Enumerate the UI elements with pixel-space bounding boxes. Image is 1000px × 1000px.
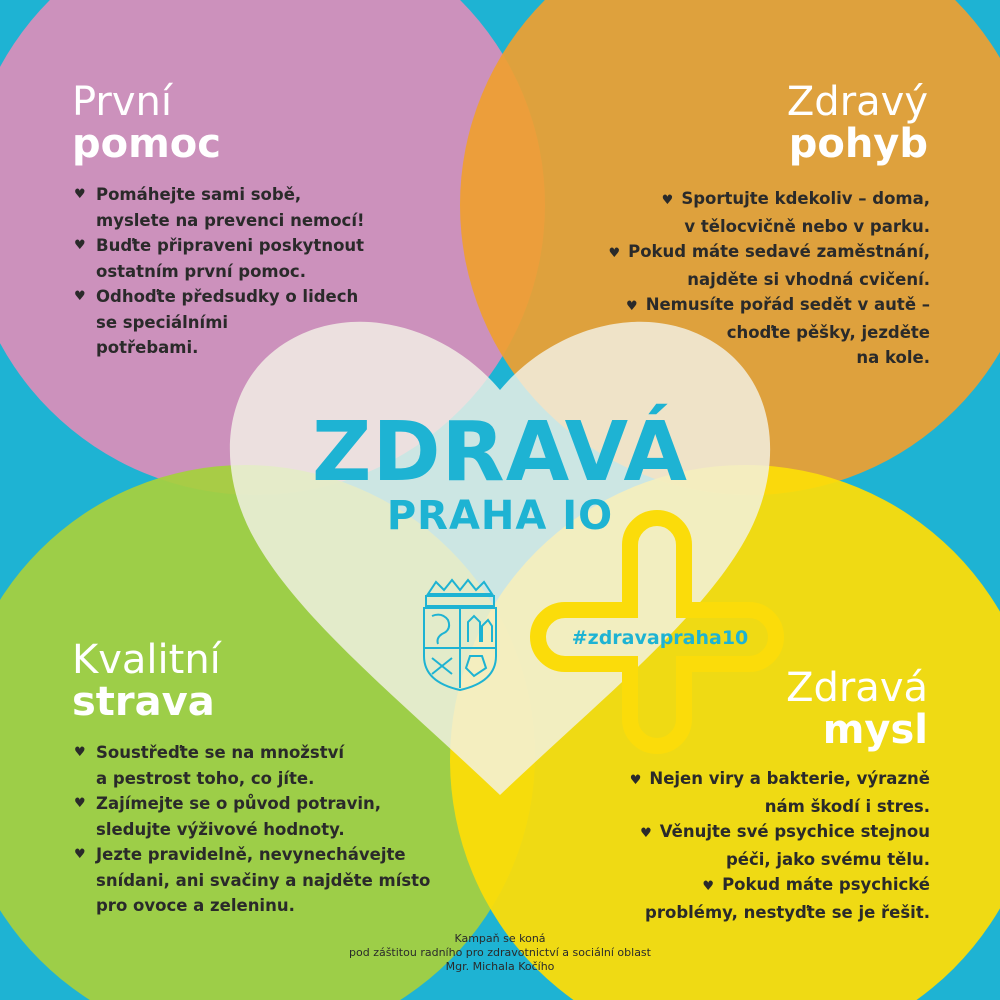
list-item: ♥ Zajímejte se o původ potravin, bbox=[74, 791, 454, 817]
heart-icon: ♥ bbox=[608, 246, 621, 261]
list-item: ostatním první pomoc. bbox=[96, 261, 306, 281]
title-prvni-pomoc bbox=[72, 79, 221, 167]
bullets-prvni-pomoc bbox=[74, 182, 414, 361]
footer-patronage bbox=[250, 932, 750, 974]
title-light: Zdravý bbox=[786, 79, 928, 125]
footer-line: Kampaň se koná bbox=[454, 932, 546, 945]
list-item: ♥ Pokud máte sedavé zaměstnání, bbox=[608, 242, 930, 261]
title-praha10: PRAHA IO bbox=[386, 493, 614, 539]
list-item: snídani, ani svačiny a najděte místo bbox=[96, 870, 431, 890]
heart-icon: ♥ bbox=[629, 773, 642, 788]
list-item: ♥ Soustřeďte se na množství bbox=[74, 740, 454, 766]
list-item: a pestrost toho, co jíte. bbox=[96, 768, 315, 788]
list-item: pro ovoce a zeleninu. bbox=[96, 896, 295, 915]
list-item: problémy, nestyďte se je řešit. bbox=[645, 902, 930, 922]
title-bold: mysl bbox=[822, 706, 928, 753]
list-item: ♥ Pokud máte psychické bbox=[702, 875, 930, 894]
list-item: se speciálními bbox=[96, 312, 229, 332]
heart-icon: ♥ bbox=[702, 879, 715, 894]
list-item: ♥ Nemusíte pořád sedět v autě – bbox=[626, 295, 930, 314]
heart-icon: ♥ bbox=[74, 187, 86, 202]
campaign-title bbox=[300, 405, 700, 539]
list-item: potřebami. bbox=[96, 338, 199, 357]
title-light: Kvalitní bbox=[72, 637, 221, 683]
list-item: ♥ Věnujte své psychice stejnou bbox=[640, 822, 930, 841]
heart-icon: ♥ bbox=[74, 847, 86, 862]
list-item: v tělocvičně nebo v parku. bbox=[684, 216, 930, 236]
list-item: myslete na prevenci nemocí! bbox=[96, 210, 365, 230]
title-bold: pohyb bbox=[788, 120, 928, 167]
title-zdrava: ZDRAVÁ bbox=[312, 405, 688, 500]
heart-icon: ♥ bbox=[640, 826, 652, 841]
list-item: na kole. bbox=[856, 348, 930, 367]
list-item: choďte pěšky, jezděte bbox=[726, 322, 930, 342]
footer-line: Mgr. Michala Kočího bbox=[445, 960, 555, 973]
list-item: ♥ Buďte připraveni poskytnout bbox=[74, 233, 414, 259]
bullets-zdravy-pohyb bbox=[560, 186, 930, 371]
praha10-crest-icon bbox=[418, 576, 502, 694]
list-item: péči, jako svému tělu. bbox=[725, 849, 930, 869]
bullets-zdrava-mysl bbox=[560, 766, 930, 925]
heart-icon: ♥ bbox=[74, 745, 86, 760]
list-item: ♥ Nejen viry a bakterie, výrazně bbox=[629, 769, 930, 788]
title-bold: strava bbox=[72, 678, 215, 725]
list-item: ♥ Pomáhejte sami sobě, bbox=[74, 182, 414, 208]
list-item: sledujte výživové hodnoty. bbox=[96, 819, 345, 839]
list-item: najděte si vhodná cvičení. bbox=[687, 269, 930, 289]
heart-icon: ♥ bbox=[74, 289, 86, 304]
title-zdrava-mysl bbox=[630, 665, 928, 753]
title-bold: pomoc bbox=[72, 120, 221, 167]
heart-icon: ♥ bbox=[626, 299, 638, 314]
heart-icon: ♥ bbox=[661, 193, 674, 208]
list-item: nám škodí i stres. bbox=[764, 796, 930, 816]
title-zdravy-pohyb bbox=[630, 79, 928, 167]
heart-icon: ♥ bbox=[74, 238, 86, 253]
hashtag-label: #zdravapraha10 bbox=[571, 627, 749, 649]
title-kvalitni-strava bbox=[72, 637, 221, 725]
bullets-kvalitni-strava bbox=[74, 740, 454, 919]
footer-line: pod záštitou radního pro zdravotnictví a sociální oblast bbox=[349, 946, 651, 959]
heart-icon: ♥ bbox=[74, 796, 86, 811]
list-item: ♥ Jezte pravidelně, nevynechávejte bbox=[74, 842, 454, 868]
list-item: ♥ Sportujte kdekoliv – doma, bbox=[661, 189, 930, 208]
title-light: Zdravá bbox=[786, 665, 928, 711]
title-light: První bbox=[72, 79, 172, 125]
list-item: ♥ Odhoďte předsudky o lidech bbox=[74, 284, 414, 310]
